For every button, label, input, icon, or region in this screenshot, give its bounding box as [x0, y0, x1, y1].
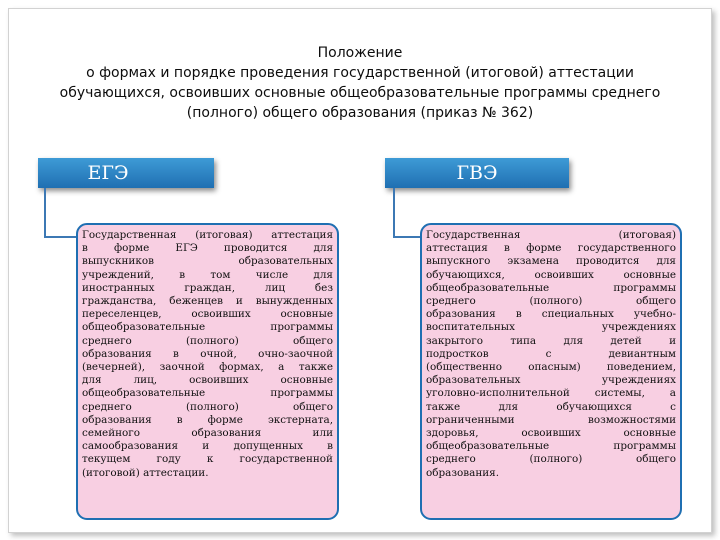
gve-text-line: обучающихся, освоивших основные: [426, 268, 676, 281]
ege-text-line: иностранных граждан, лиц без: [82, 281, 333, 294]
gve-text-line: воспитательных учреждениях: [426, 321, 676, 334]
gve-text-line: ограниченными возможностями: [426, 413, 676, 426]
gve-header-label: ГВЭ: [456, 162, 498, 184]
ege-header-label: ЕГЭ: [87, 162, 129, 184]
gve-text-line: образовательных учреждениях: [426, 374, 676, 387]
gve-text-line: общеобразовательные программы: [426, 440, 676, 453]
gve-description-card: [420, 223, 682, 520]
ege-text-line: общеобразовательные программы: [82, 321, 333, 334]
ege-text-line: переселенцев, освоивших основные: [82, 308, 333, 321]
title-line: (полного) общего образования (приказ № 362): [186, 105, 534, 121]
gve-text-line: (общественно опасным) поведением,: [426, 361, 676, 374]
gve-text-line: выпускного экзамена проводится для: [426, 255, 676, 268]
ege-text-line: для лиц, освоивших основные: [82, 374, 333, 387]
gve-connector-vertical: [393, 188, 395, 237]
gve-text-line: среднего (полного) общего: [426, 295, 676, 308]
ege-text-line: в форме ЕГЭ проводится для: [82, 242, 333, 255]
ege-text-line: Государственная (итоговая) аттестация: [82, 229, 333, 241]
ege-text-line: (итоговой) аттестации.: [82, 466, 209, 479]
gve-text-line: закрытого типа для детей и: [426, 334, 676, 347]
ege-text-line: среднего (полного) общего: [82, 400, 333, 413]
ege-text-line: (вечерней), заочной формах, а также: [82, 361, 333, 374]
gve-text-line: образования в специальных учебно-: [426, 308, 676, 321]
ege-text-line: гражданства, беженцев и вынужденных: [82, 295, 333, 308]
gve-header: [385, 158, 569, 188]
gve-connector-horizontal: [393, 236, 421, 238]
ege-connector-horizontal: [44, 236, 77, 238]
ege-text-line: учреждений, в том числе для: [82, 268, 333, 281]
ege-header: [38, 158, 214, 188]
gve-text-line: общеобразовательные программы: [426, 281, 676, 294]
ege-description-card: [76, 223, 339, 520]
gve-text-line: также для обучающихся с: [426, 400, 676, 413]
gve-text-line: образования.: [426, 466, 500, 479]
title-line: о формах и порядке проведения государственной (итоговой) аттестации: [86, 65, 634, 81]
ege-text-line: выпускников образовательных: [82, 255, 333, 268]
ege-text-line: текущем году к государственной: [82, 453, 333, 466]
page-title: [20, 43, 700, 123]
gve-text-line: подростков с девиантным: [426, 347, 676, 360]
gve-text-line: здоровья, освоивших основные: [426, 427, 676, 440]
gve-text-line: среднего (полного) общего: [426, 453, 676, 466]
ege-text-line: среднего (полного) общего: [82, 334, 333, 347]
ege-text-line: самообразования и допущенных в: [82, 440, 333, 453]
ege-connector-vertical: [44, 188, 46, 237]
ege-text-line: семейного образования или: [82, 427, 333, 440]
title-line: обучающихся, освоивших основные общеобразовательные программы среднего: [59, 85, 661, 101]
ege-text-line: образования в очной, очно-заочной: [82, 347, 333, 360]
gve-text-line: аттестация в форме государственного: [426, 242, 676, 255]
ege-text-line: общеобразовательные программы: [82, 387, 333, 400]
gve-text-line: уголовно-исполнительной системы, а: [426, 387, 676, 400]
gve-text-line: Государственная (итоговая): [426, 229, 676, 241]
ege-text-line: образования в форме экстерната,: [82, 413, 333, 426]
title-line: Положение: [317, 45, 403, 61]
